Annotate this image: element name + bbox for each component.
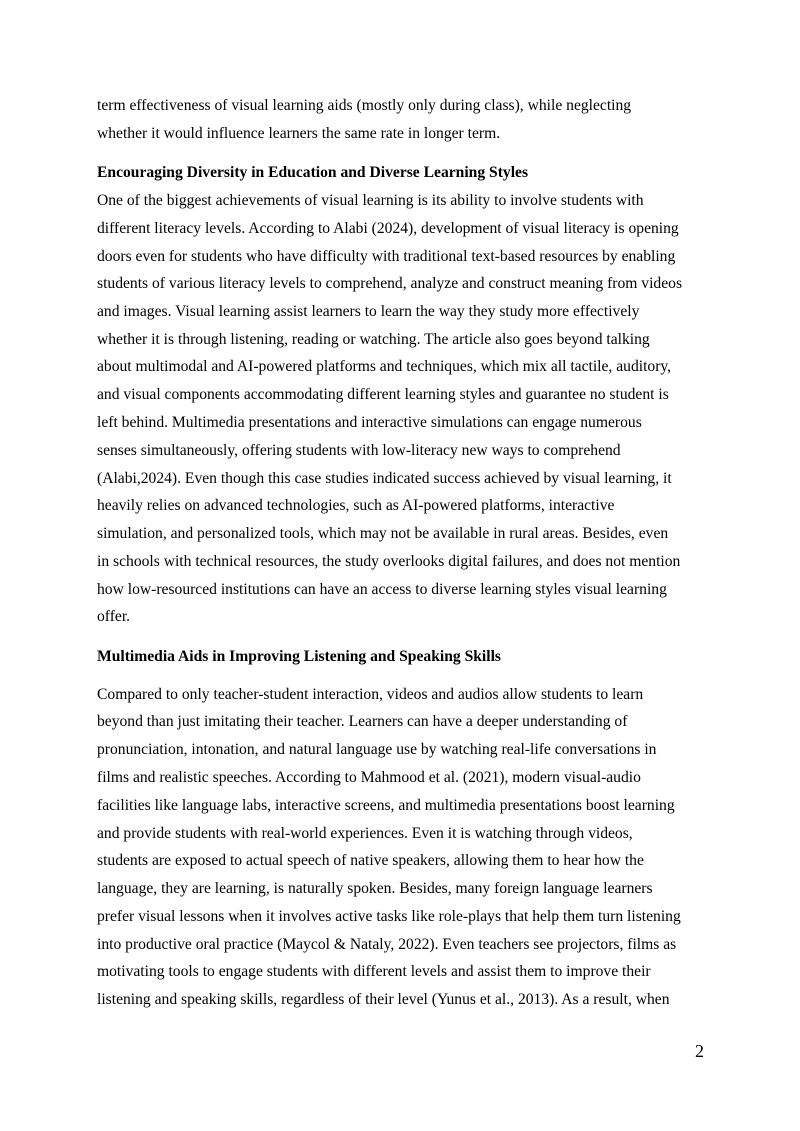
paragraph-line: offer. [97,608,131,625]
paragraph-line: about multimodal and AI-powered platforms and techniques, which mix all tactile, auditory, [97,358,672,375]
paragraph-line: and images. Visual learning assist learners to learn the way they study more effectively [97,303,640,320]
paragraph-line: term effectiveness of visual learning aids (mostly only during class), while neglecting [97,97,632,114]
paragraph-line: (Alabi,2024). Even though this case studies indicated success achieved by visual learning, it [97,470,672,487]
paragraph-line: left behind. Multimedia presentations and interactive simulations can engage numerous [97,414,642,431]
page-number: 2 [695,1041,704,1061]
paragraph-line: how low-resourced institutions can have an access to diverse learning styles visual learning [97,581,667,598]
paragraph-line: students are exposed to actual speech of native speakers, allowing them to hear how the [97,852,644,869]
section-heading-diversity: Encouraging Diversity in Education and Diverse Learning Styles [97,164,529,181]
paragraph-line: heavily relies on advanced technologies, such as AI-powered platforms, interactive [97,497,615,514]
paragraph-line: and provide students with real-world experiences. Even it is watching through videos, [97,825,633,842]
paragraph-line: language, they are learning, is naturally spoken. Besides, many foreign language learners [97,880,653,897]
paragraph-line: motivating tools to engage students with different levels and assist them to improve their [97,963,651,980]
paragraph-line: students of various literacy levels to comprehend, analyze and construct meaning from videos [97,275,683,292]
paragraph-line: One of the biggest achievements of visual learning is its ability to involve students with [97,192,644,209]
paragraph-line: senses simultaneously, offering students with low-literacy new ways to comprehend [97,442,621,459]
paragraph-line: and visual components accommodating different learning styles and guarantee no student is [97,386,669,403]
paragraph-line: doors even for students who have difficulty with traditional text-based resources by enabling [97,248,676,265]
paragraph-line: facilities like language labs, interactive screens, and multimedia presentations boost learning [97,797,675,814]
paragraph-line: simulation, and personalized tools, which may not be available in rural areas. Besides, even [97,525,669,542]
paragraph-line: Compared to only teacher-student interaction, videos and audios allow students to learn [97,686,644,703]
paragraph-line: beyond than just imitating their teacher. Learners can have a deeper understanding of [97,713,628,730]
paragraph-line: whether it would influence learners the same rate in longer term. [97,125,501,142]
paragraph-line: whether it is through listening, reading or watching. The article also goes beyond talking [97,331,650,348]
paragraph-line: prefer visual lessons when it involves active tasks like role-plays that help them turn listening [97,908,681,925]
section-heading-multimedia: Multimedia Aids in Improving Listening and Speaking Skills [97,648,501,665]
paragraph-line: listening and speaking skills, regardless of their level (Yunus et al., 2013). As a result, when [97,991,670,1008]
paragraph-line: into productive oral practice (Maycol & Nataly, 2022). Even teachers see projectors, films as [97,936,677,953]
paragraph-line: pronunciation, intonation, and natural language use by watching real-life conversations in [97,741,657,758]
paragraph-line: different literacy levels. According to Alabi (2024), development of visual literacy is opening [97,220,679,237]
paragraph-line: films and realistic speeches. According to Mahmood et al. (2021), modern visual-audio [97,769,641,786]
paragraph-line: in schools with technical resources, the study overlooks digital failures, and does not mention [97,553,681,570]
